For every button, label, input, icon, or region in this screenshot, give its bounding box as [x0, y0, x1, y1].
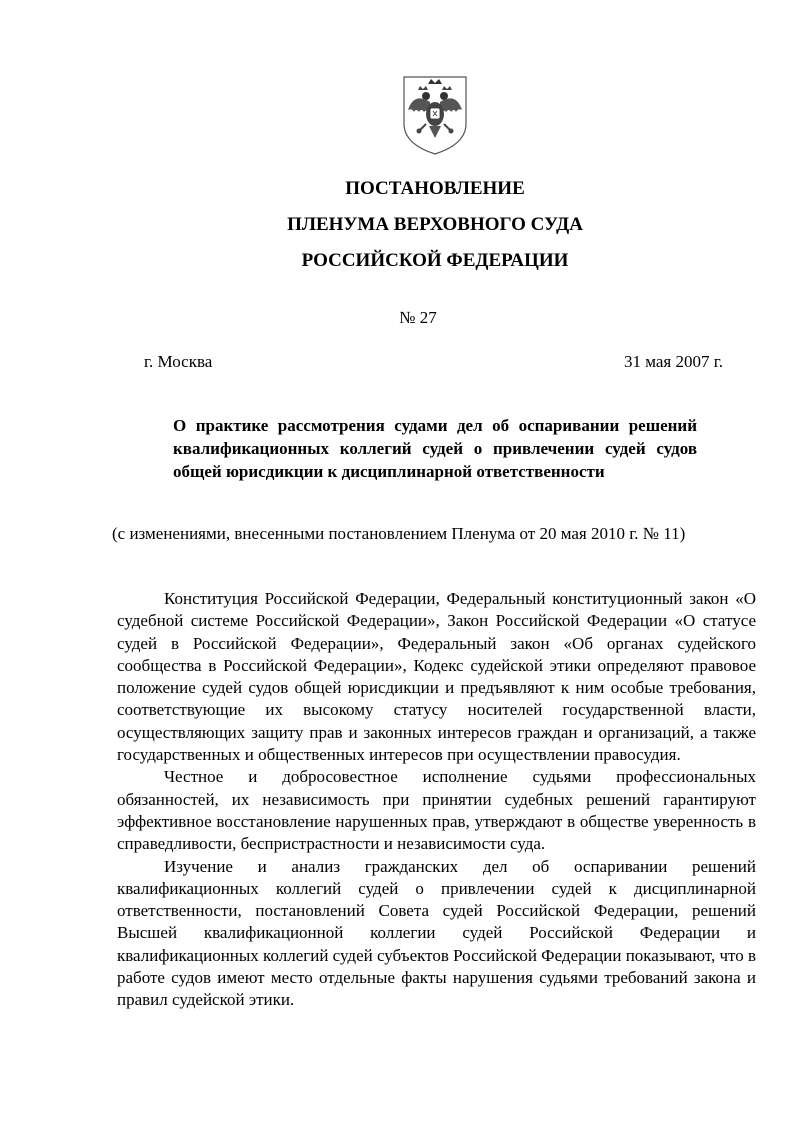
document-city: г. Москва: [144, 352, 213, 371]
document-date: 31 мая 2007 г.: [623, 352, 723, 371]
document-subject: О практике рассмотрения судами дел об оспаривании решений квалификационных коллегий судей о привлечении судей судов общей юрисдикции к дисциплинарной ответственности: [173, 416, 697, 481]
russian-coat-of-arms-icon: [400, 74, 470, 156]
document-type-title: ПОСТАНОВЛЕНИЕ: [345, 178, 525, 199]
issuing-body-title: ПЛЕНУМА ВЕРХОВНОГО СУДА: [287, 214, 583, 235]
document-body: [117, 588, 756, 1012]
body-paragraph: Изучение и анализ гражданских дел об оспаривании решений квалификационных коллегий судей о привлечении судей к дисциплинарной ответственности, постановлений Совета судей Российской Федерации, решений Высшей квалификационной коллегии судей Российской Федерации и квалификационных коллегий судей субъектов Российской Федерации показывают, что в работе судов имеют место отдельные факты нарушения судьями требований закона и правил судейской этики.: [117, 856, 756, 1010]
country-title: РОССИЙСКОЙ ФЕДЕРАЦИИ: [301, 250, 569, 271]
document-number: № 27: [399, 308, 437, 327]
body-paragraph: Честное и добросовестное исполнение судьями профессиональных обязанностей, их независимость при принятии судебных решений гарантируют эффективное восстановление нарушенных прав, утверждают в обществе уверенность в справедливости, беспристрастности и независимости суда.: [117, 767, 756, 854]
amendment-note: (с изменениями, внесенными постановлением Пленума от 20 мая 2010 г. № 11): [112, 524, 686, 543]
body-paragraph: Конституция Российской Федерации, Федеральный конституционный закон «О судебной системе Российской Федерации», Закон Российской Федерации «О статусе судей в Российской Федерации», Федеральный закон «Об органах судейского сообщества в Российской Федерации», Кодекс судейской этики определяют правовое положение судей судов общей юрисдикции и предъявляют к ним особые требования, соответствующие их высокому статусу носителей государственной власти, осуществляющих защиту прав и законных интересов граждан и организаций, а также государственных и общественных интересов при осуществлении правосудия.: [117, 589, 756, 765]
